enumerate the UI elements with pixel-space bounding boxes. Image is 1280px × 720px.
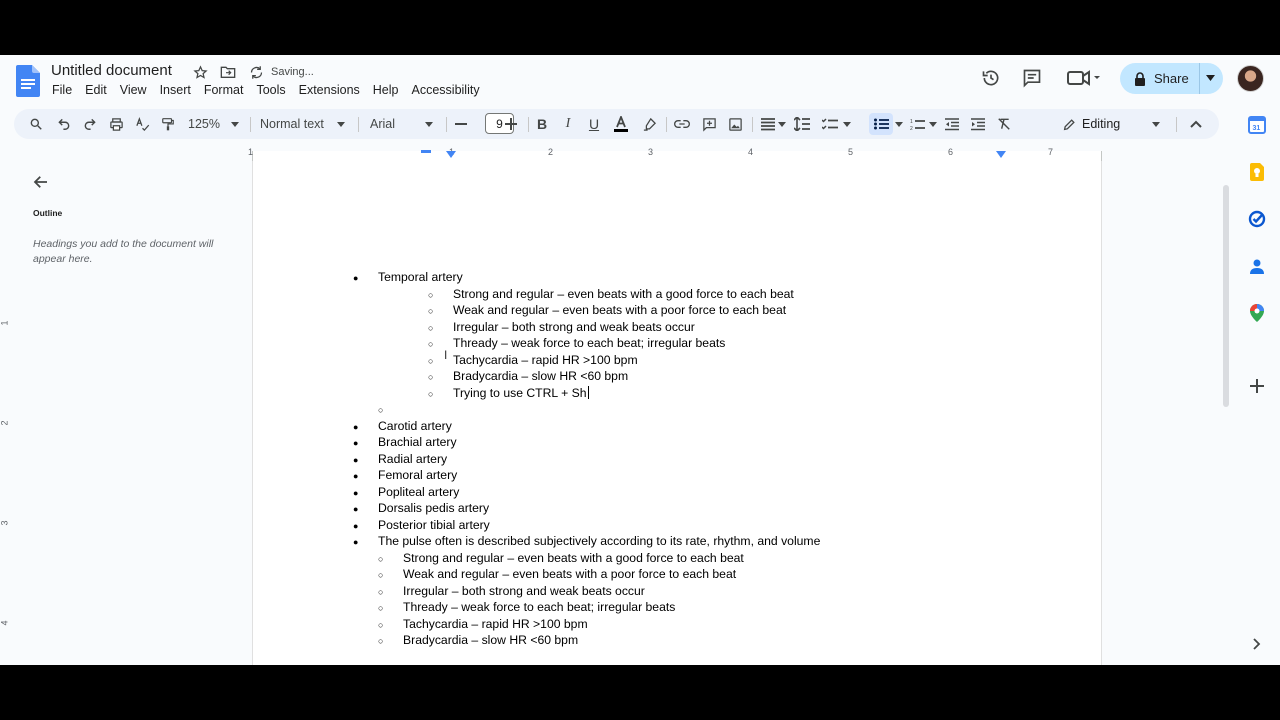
text-cursor-ibeam: I — [444, 348, 448, 362]
horizontal-ruler[interactable] — [0, 147, 1220, 161]
list-item[interactable]: Thready – weak force to each beat; irregular beats — [453, 336, 726, 350]
list-item[interactable]: Carotid artery — [378, 418, 452, 433]
list-bullet: ○ — [428, 322, 434, 333]
ruler-number: 4 — [748, 147, 754, 157]
font-size-input[interactable]: 9 — [485, 113, 514, 134]
highlight-icon[interactable] — [639, 109, 659, 139]
share-divider — [1199, 63, 1200, 94]
font-select[interactable]: Arial — [370, 117, 396, 131]
tasks-icon[interactable] — [1247, 209, 1267, 229]
star-icon[interactable] — [191, 63, 209, 81]
document-title[interactable]: Untitled document — [51, 62, 172, 79]
style-dropdown-icon[interactable] — [334, 109, 348, 139]
outline-hint: Headings you add to the document will appear here. — [33, 238, 214, 265]
decrease-font-size-icon[interactable] — [452, 109, 470, 139]
docs-app — [0, 55, 1280, 665]
image-icon[interactable] — [725, 109, 745, 139]
list-item[interactable]: Dorsalis pedis artery — [378, 501, 490, 515]
ruler-number: 3 — [648, 147, 654, 157]
text-caret — [588, 386, 589, 399]
share-label: Share — [1154, 71, 1189, 86]
list-bullet: ● — [353, 504, 359, 514]
list-bullet: ○ — [428, 306, 434, 316]
docs-logo[interactable] — [16, 65, 40, 97]
list-bullet: ● — [353, 487, 359, 498]
increase-font-size-icon[interactable] — [502, 109, 520, 139]
share-dropdown-icon[interactable] — [1206, 75, 1215, 81]
right-indent-marker[interactable] — [996, 151, 1006, 158]
maps-icon[interactable] — [1247, 303, 1267, 323]
title-actions — [191, 63, 314, 81]
list-bullet: ○ — [378, 603, 384, 613]
scrollbar-thumb[interactable] — [1223, 185, 1229, 407]
menu-tools[interactable]: Tools — [256, 83, 286, 97]
left-indent-marker[interactable] — [446, 151, 456, 158]
ruler-number: 1 — [0, 320, 10, 326]
clear-format-icon[interactable] — [994, 109, 1014, 139]
menu-view[interactable]: View — [119, 83, 147, 97]
outline-title: Outline — [33, 208, 63, 218]
zoom-dropdown-icon[interactable] — [228, 109, 242, 139]
list-bullet: ○ — [378, 636, 384, 646]
font-dropdown-icon[interactable] — [422, 109, 436, 139]
svg-text:31: 31 — [1252, 125, 1261, 132]
ruler-number: 1 — [248, 147, 254, 157]
style-select[interactable]: Normal text — [260, 117, 324, 131]
menu-help[interactable]: Help — [372, 83, 399, 97]
list-item[interactable]: Tachycardia – rapid HR >100 bpm — [453, 352, 638, 367]
align-icon[interactable] — [758, 109, 778, 139]
toolbar-divider — [528, 117, 529, 132]
search-icon[interactable] — [26, 109, 46, 139]
list-bullet: ● — [353, 438, 359, 448]
list-bullet: ● — [353, 454, 359, 465]
list-item[interactable]: Weak and regular – even beats with a poor force to each beat — [403, 567, 737, 581]
text-color-icon[interactable] — [611, 109, 631, 139]
list-bullet: ● — [353, 537, 359, 547]
line-spacing-icon[interactable] — [792, 109, 812, 139]
list-bullet: ○ — [378, 405, 384, 415]
avatar[interactable] — [1237, 65, 1264, 92]
undo-icon[interactable] — [54, 109, 74, 139]
list-bullet: ● — [353, 520, 359, 531]
chevron-up-icon[interactable] — [1186, 109, 1206, 139]
toolbar-divider — [666, 117, 667, 132]
redo-icon[interactable] — [80, 109, 100, 139]
list-bullet: ● — [353, 471, 359, 481]
list-item[interactable]: Bradycardia – slow HR <60 bpm — [403, 633, 579, 647]
list-bullet: ○ — [378, 553, 384, 564]
toolbar — [14, 109, 1219, 139]
list-bullet: ● — [353, 273, 359, 283]
list-item[interactable]: Bradycardia – slow HR <60 bpm — [453, 369, 629, 383]
add-comment-icon[interactable] — [699, 109, 719, 139]
list-item[interactable]: Temporal artery — [378, 270, 463, 284]
ruler-number: 3 — [0, 520, 10, 526]
list-bullet: ● — [353, 421, 359, 432]
numbered-list-icon[interactable] — [907, 109, 927, 139]
list-bullet: ○ — [428, 339, 434, 349]
italic-icon[interactable]: I — [565, 116, 571, 131]
toolbar-divider — [752, 117, 753, 132]
list-item[interactable]: Strong and regular – even beats with a good force to each beat — [453, 286, 794, 301]
underline-icon[interactable]: U — [588, 116, 600, 132]
toolbar-divider — [446, 117, 447, 132]
list-item[interactable]: Weak and regular – even beats with a poor force to each beat — [453, 303, 787, 317]
list-item[interactable]: Thready – weak force to each beat; irregular beats — [403, 600, 676, 614]
list-bullet: ○ — [378, 586, 384, 597]
list-item[interactable]: Trying to use CTRL + Sh — [453, 385, 587, 400]
list-bullet: ○ — [428, 289, 434, 300]
list-item[interactable]: Strong and regular – even beats with a good force to each beat — [403, 550, 744, 565]
pencil-icon — [1060, 109, 1078, 139]
toolbar-divider — [358, 117, 359, 132]
editing-mode-select[interactable]: Editing — [1082, 117, 1121, 131]
ruler-track — [252, 151, 1102, 161]
checklist-icon[interactable] — [820, 109, 840, 139]
comment-icon[interactable] — [1021, 67, 1043, 89]
list-item[interactable]: Brachial artery — [378, 435, 457, 449]
menu-file[interactable]: File — [52, 83, 73, 97]
list-item[interactable]: Radial artery — [378, 451, 448, 466]
svg-text:2: 2 — [909, 125, 913, 131]
expand-panel-icon[interactable] — [1253, 638, 1261, 650]
share-button[interactable] — [1120, 63, 1223, 94]
list-item[interactable]: Irregular – both strong and weak beats occur — [453, 319, 695, 334]
contacts-icon[interactable] — [1247, 256, 1267, 276]
bold-icon[interactable]: B — [536, 116, 548, 132]
document-page[interactable] — [252, 161, 1102, 665]
lock-icon — [1134, 72, 1146, 86]
decrease-indent-icon[interactable] — [942, 109, 962, 139]
ruler-number: 5 — [848, 147, 854, 157]
align-dropdown-icon[interactable] — [777, 109, 787, 139]
list-item[interactable]: The pulse often is described subjectively according to its rate, rhythm, and volume — [378, 534, 821, 548]
keep-icon[interactable] — [1247, 162, 1267, 182]
menu-extensions[interactable]: Extensions — [298, 83, 360, 97]
list-bullet: ○ — [428, 355, 434, 366]
ruler-number: 7 — [1048, 147, 1054, 157]
plus-icon[interactable] — [1247, 376, 1267, 396]
list-bullet: ○ — [378, 619, 384, 630]
list-item[interactable]: Tachycardia – rapid HR >100 bpm — [403, 616, 588, 631]
link-icon[interactable] — [672, 109, 692, 139]
ruler-number: 2 — [0, 420, 10, 426]
numbered-list-dropdown-icon[interactable] — [928, 109, 938, 139]
ruler-number: 4 — [0, 620, 10, 626]
ruler-number: 6 — [948, 147, 954, 157]
menu-insert[interactable]: Insert — [159, 83, 191, 97]
svg-text:1: 1 — [909, 118, 913, 125]
bulleted-dropdown-icon[interactable] — [894, 109, 904, 139]
arrow-back-icon[interactable] — [32, 173, 50, 191]
side-panel — [1236, 105, 1280, 665]
first-line-indent-marker[interactable] — [421, 150, 431, 153]
list-bullet: ○ — [378, 570, 384, 580]
menu-bar — [52, 83, 493, 97]
increase-indent-icon[interactable] — [968, 109, 988, 139]
calendar-icon[interactable] — [1247, 115, 1267, 135]
toolbar-divider — [1176, 117, 1177, 132]
paint-format-icon[interactable] — [158, 109, 178, 139]
move-folder-icon[interactable] — [219, 63, 237, 81]
list-item[interactable]: Irregular – both strong and weak beats occur — [403, 583, 645, 598]
list-bullet: ○ — [428, 372, 434, 382]
spellcheck-icon[interactable] — [132, 109, 152, 139]
toolbar-divider — [250, 117, 251, 132]
editing-mode-dropdown-icon[interactable] — [1150, 109, 1162, 139]
ruler-number: 2 — [548, 147, 554, 157]
menu-accessibility[interactable]: Accessibility — [411, 83, 480, 97]
checklist-dropdown-icon[interactable] — [842, 109, 852, 139]
menu-edit[interactable]: Edit — [85, 83, 107, 97]
list-item[interactable]: Posterior tibial artery — [378, 517, 490, 532]
history-icon[interactable] — [980, 67, 1002, 89]
menu-format[interactable]: Format — [203, 83, 244, 97]
sync-icon — [247, 63, 265, 81]
print-icon[interactable] — [106, 109, 126, 139]
title-bar — [0, 55, 1280, 105]
vertical-ruler[interactable] — [0, 160, 14, 665]
bulleted-list-dropdown-icon[interactable] — [879, 109, 889, 139]
list-item[interactable]: Popliteal artery — [378, 484, 460, 499]
zoom-select[interactable]: 125% — [188, 117, 220, 131]
list-item[interactable]: Femoral artery — [378, 468, 458, 482]
list-bullet: ○ — [428, 388, 434, 399]
save-status: Saving... — [271, 66, 314, 78]
meet-icon[interactable] — [1066, 67, 1102, 89]
